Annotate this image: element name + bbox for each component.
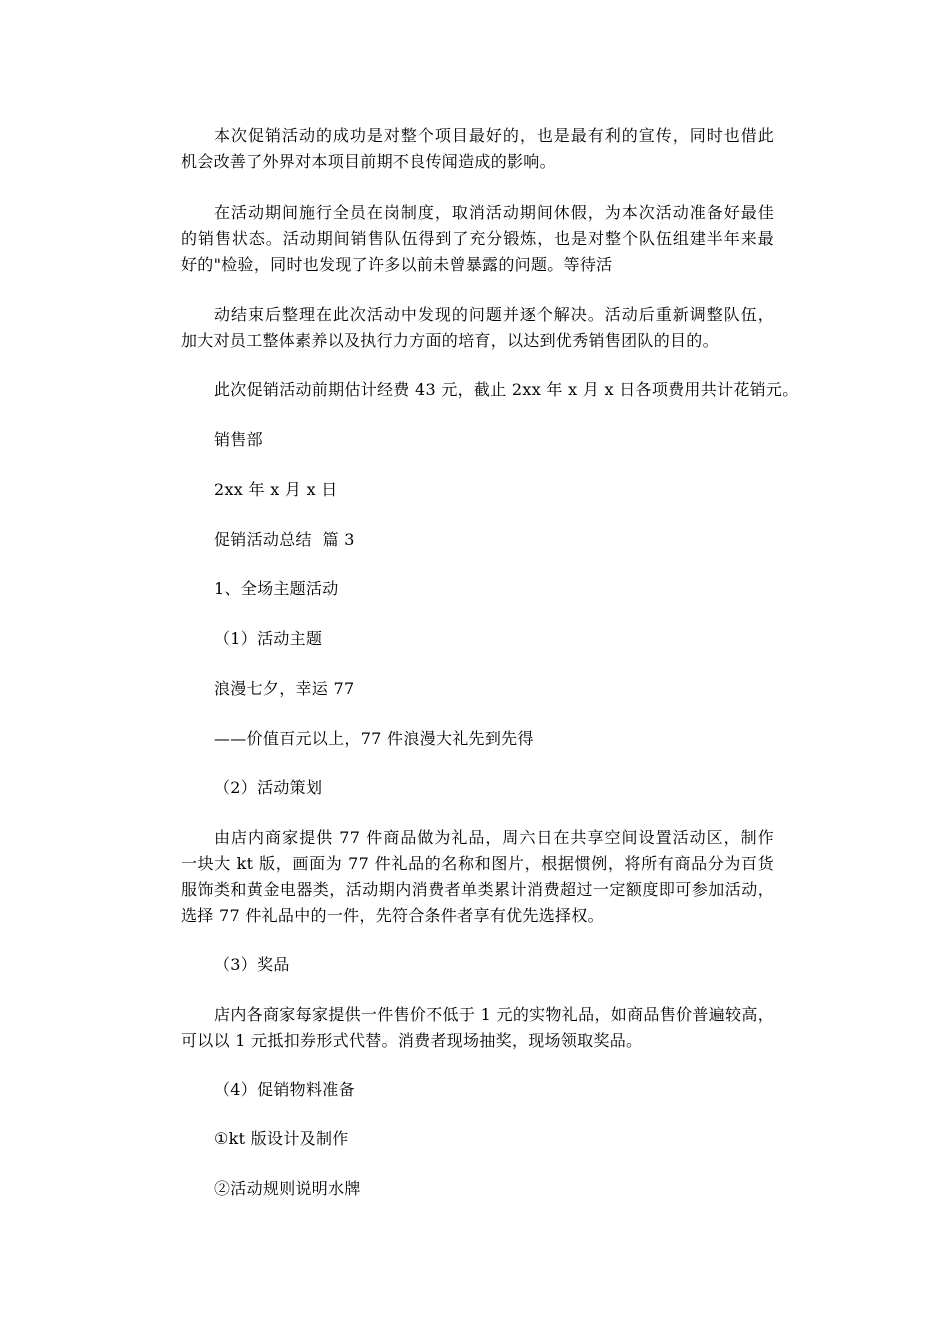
signature-date: 2xx 年 x 月 x 日: [214, 480, 338, 499]
paragraph-line: 好的"检验，同时也发现了许多以前未曾暴露的问题。等待活: [181, 255, 613, 274]
paragraph-line: ——价值百元以上，77 件浪漫大礼先到先得: [214, 729, 534, 748]
signature-department: 销售部: [214, 430, 263, 449]
paragraph-line: 机会改善了外界对本项目前期不良传闻造成的影响。: [181, 152, 556, 171]
paragraph-line: 此次促销活动前期估计经费 43 元，截止 2xx 年 x 月 x 日各项费用共计花销元。: [214, 380, 799, 399]
paragraph-line: 本次促销活动的成功是对整个项目最好的，也是最有利的宣传，同时也借此: [214, 126, 774, 145]
paragraph-line: 选择 77 件礼品中的一件，先符合条件者享有优先选择权。: [181, 906, 604, 925]
section-heading: 1、全场主题活动: [214, 579, 339, 598]
paragraph-line: 可以以 1 元抵扣券形式代替。消费者现场抽奖，现场领取奖品。: [181, 1031, 643, 1050]
subsection-heading: （2）活动策划: [214, 778, 323, 797]
subsection-heading: （1）活动主题: [214, 629, 323, 648]
list-item: ②活动规则说明水牌: [214, 1179, 361, 1198]
paragraph-line: 在活动期间施行全员在岗制度，取消活动期间休假，为本次活动准备好最佳: [214, 203, 774, 222]
subsection-heading: （3）奖品: [214, 955, 290, 974]
paragraph-line: 店内各商家每家提供一件售价不低于 1 元的实物礼品，如商品售价普遍较高，: [214, 1005, 774, 1024]
list-item: ①kt 版设计及制作: [214, 1129, 349, 1148]
paragraph-line: 动结束后整理在此次活动中发现的问题并逐个解决。活动后重新调整队伍，: [214, 305, 774, 324]
paragraph-line: 的销售状态。活动期间销售队伍得到了充分锻炼，也是对整个队伍组建半年来最: [181, 229, 774, 248]
section-title: 促销活动总结 篇 3: [214, 530, 355, 549]
paragraph-line: 服饰类和黄金电器类，活动期内消费者单类累计消费超过一定额度即可参加活动，: [181, 880, 774, 899]
paragraph-line: 一块大 kt 版，画面为 77 件礼品的名称和图片，根据惯例，将所有商品分为百货: [181, 854, 774, 873]
paragraph-line: 浪漫七夕，幸运 77: [214, 679, 355, 698]
paragraph-line: 加大对员工整体素养以及执行力方面的培育，以达到优秀销售团队的目的。: [181, 331, 719, 350]
paragraph-line: 由店内商家提供 77 件商品做为礼品，周六日在共享空间设置活动区，制作: [214, 828, 774, 847]
subsection-heading: （4）促销物料准备: [214, 1080, 355, 1099]
